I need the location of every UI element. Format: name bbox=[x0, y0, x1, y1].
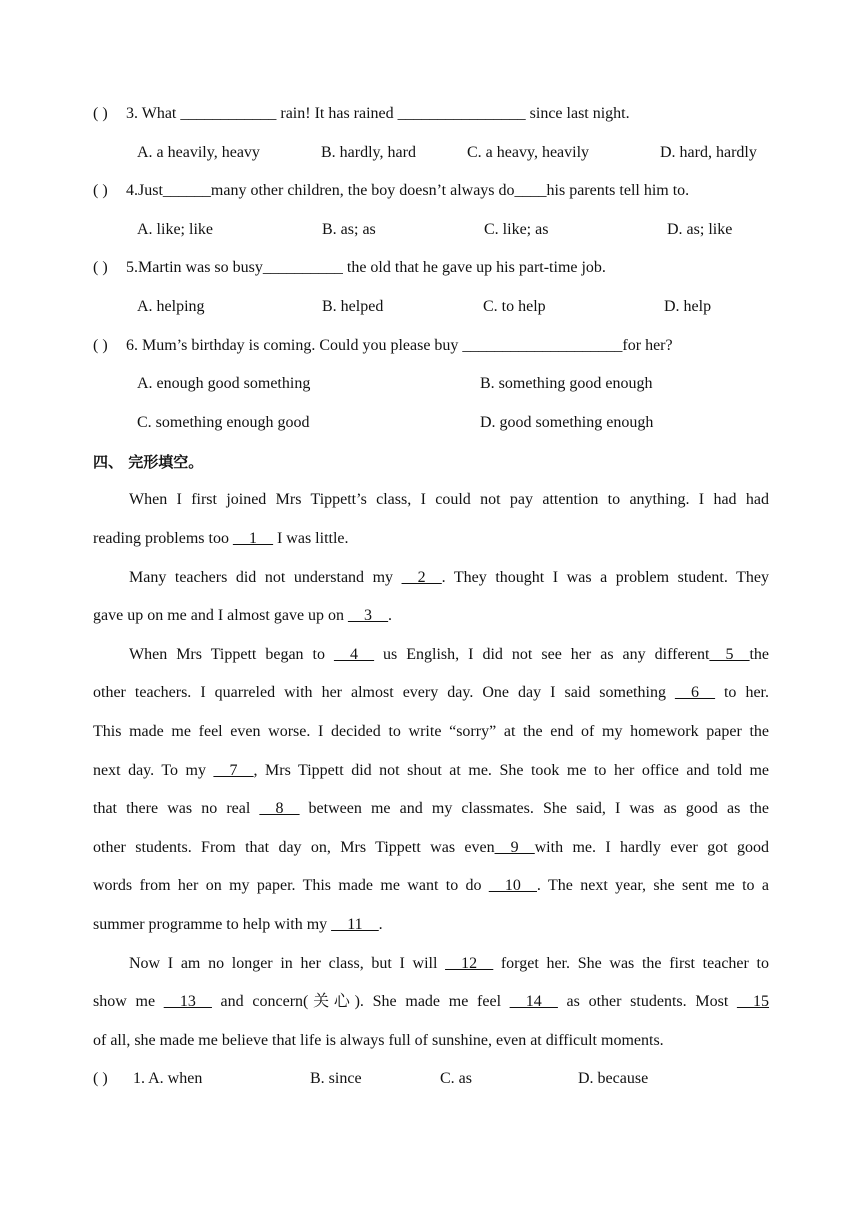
passage-line bbox=[129, 645, 769, 665]
blank-6: __6__ bbox=[674, 684, 715, 701]
blank-11: __11__ bbox=[331, 916, 379, 933]
q3-option-d: D. hard, hardly bbox=[660, 144, 757, 161]
q4-option-c: C. like; as bbox=[484, 221, 549, 238]
q6-option-a: A. enough good something bbox=[137, 375, 311, 392]
passage-line bbox=[129, 490, 769, 510]
cq1-paren: ( ) bbox=[93, 1070, 108, 1087]
passage-text: summer programme to help with my bbox=[93, 916, 332, 933]
q5-option-d: D. help bbox=[664, 298, 712, 315]
blank-4: __4__ bbox=[334, 646, 375, 663]
q4-paren: ( ) bbox=[93, 182, 108, 199]
passage-text: with me. I hardly ever got good bbox=[534, 839, 770, 856]
q5-option-b: B. helped bbox=[322, 298, 384, 315]
blank-13: __13__ bbox=[163, 993, 212, 1010]
passage-text: other teachers. I quarreled with her almost every day. One day I said something bbox=[93, 684, 675, 701]
passage-line bbox=[93, 838, 769, 858]
q5-option-a: A. helping bbox=[137, 298, 205, 315]
q5-stem: 5.Martin was so busy__________ the old that he gave up his part-time job. bbox=[126, 259, 606, 276]
passage-text: words from her on my paper. This made me want to do bbox=[93, 877, 489, 894]
q6-paren: ( ) bbox=[93, 337, 108, 354]
passage-text: to her. bbox=[714, 684, 770, 701]
passage-line bbox=[129, 954, 769, 974]
passage-line bbox=[93, 529, 349, 549]
passage-line bbox=[129, 568, 769, 588]
q3-stem: 3. What ____________ rain! It has rained ________________ since last night. bbox=[126, 105, 630, 122]
passage-line bbox=[93, 761, 769, 781]
passage-text: of all, she made me believe that life is always full of sunshine, even at difficult moments. bbox=[93, 1032, 664, 1049]
passage-text: When I first joined Mrs Tippett’s class, I could not pay attention to anything. I had had bbox=[129, 491, 769, 508]
section-heading: 四、 完形填空。 bbox=[93, 453, 204, 471]
blank-12: __12__ bbox=[445, 955, 494, 972]
blank-1: __1__ bbox=[232, 530, 273, 547]
passage-text: Now I am no longer in her class, but I will bbox=[129, 955, 446, 972]
q3-option-c: C. a heavy, heavily bbox=[467, 144, 590, 161]
passage-line bbox=[93, 992, 769, 1012]
passage-text: . bbox=[388, 607, 393, 624]
q4-stem: 4.Just______many other children, the boy doesn’t always do____his parents tell him to. bbox=[126, 182, 690, 199]
blank-9: __9__ bbox=[494, 839, 535, 856]
passage-text: that there was no real bbox=[93, 800, 260, 817]
blank-3: __3__ bbox=[348, 607, 389, 624]
cq1-option-c: C. as bbox=[440, 1070, 472, 1087]
passage-text: the bbox=[749, 646, 769, 663]
passage-text: Many teachers did not understand my bbox=[129, 569, 402, 586]
passage-text: When Mrs Tippett began to bbox=[129, 646, 335, 663]
passage-line bbox=[93, 876, 769, 896]
passage-text: . The next year, she sent me to a bbox=[536, 877, 769, 894]
blank-5: __5__ bbox=[709, 646, 750, 663]
passage-line bbox=[93, 722, 769, 742]
passage-text: and concern(关心). She made me feel bbox=[211, 993, 510, 1010]
passage-text: , Mrs Tippett did not shout at me. She took me to her office and told me bbox=[253, 762, 770, 779]
passage-text: I was little. bbox=[272, 530, 349, 547]
passage-line bbox=[93, 799, 769, 819]
passage-text: other students. From that day on, Mrs Tippett was even bbox=[93, 839, 495, 856]
passage-text: between me and my classmates. She said, I was as good as the bbox=[299, 800, 770, 817]
q3-option-b: B. hardly, hard bbox=[321, 144, 416, 161]
passage-text: reading problems too bbox=[93, 530, 233, 547]
q5-option-c: C. to help bbox=[483, 298, 546, 315]
passage-line bbox=[93, 915, 383, 935]
passage-text: forget her. She was the first teacher to bbox=[493, 955, 770, 972]
q3-option-a: A. a heavily, heavy bbox=[137, 144, 260, 161]
passage-text: next day. To my bbox=[93, 762, 214, 779]
passage-line bbox=[93, 606, 392, 626]
passage-text: as other students. Most bbox=[557, 993, 738, 1010]
q6-option-c: C. something enough good bbox=[137, 414, 310, 431]
blank-10: __10__ bbox=[488, 877, 537, 894]
q4-option-d: D. as; like bbox=[667, 221, 733, 238]
passage-line bbox=[93, 1031, 664, 1051]
passage-line bbox=[93, 683, 769, 703]
blank-7: __7__ bbox=[213, 762, 254, 779]
cq1-option-d: D. because bbox=[578, 1070, 649, 1087]
q3-paren: ( ) bbox=[93, 105, 108, 122]
cq1-option-b: B. since bbox=[310, 1070, 362, 1087]
blank-8: __8__ bbox=[259, 800, 300, 817]
cq1-stem: 1. A. when bbox=[133, 1070, 203, 1087]
passage-text: . bbox=[378, 916, 383, 933]
blank-15: __15 bbox=[737, 993, 770, 1010]
passage-text: show me bbox=[93, 993, 164, 1010]
passage-text: . They thought I was a problem student. They bbox=[441, 569, 769, 586]
q4-option-b: B. as; as bbox=[322, 221, 376, 238]
q4-option-a: A. like; like bbox=[137, 221, 213, 238]
passage-text: us English, I did not see her as any different bbox=[374, 646, 710, 663]
passage-text: gave up on me and I almost gave up on bbox=[93, 607, 349, 624]
q6-option-b: B. something good enough bbox=[480, 375, 653, 392]
q6-stem: 6. Mum’s birthday is coming. Could you please buy ____________________for her? bbox=[126, 337, 673, 354]
blank-2: __2__ bbox=[401, 569, 442, 586]
blank-14: __14__ bbox=[509, 993, 558, 1010]
q5-paren: ( ) bbox=[93, 259, 108, 276]
q6-option-d: D. good something enough bbox=[480, 414, 654, 431]
passage-text: This made me feel even worse. I decided to write “sorry” at the end of my homework paper the bbox=[93, 723, 769, 740]
